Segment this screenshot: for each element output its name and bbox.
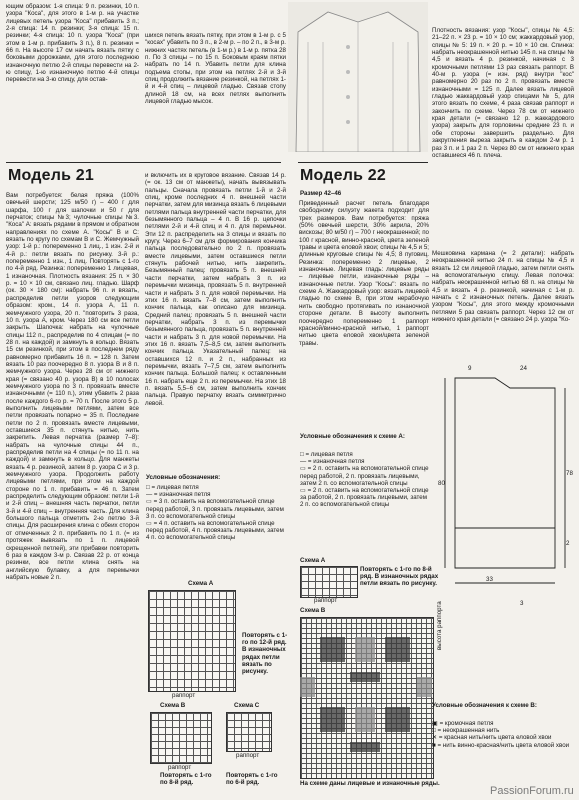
scheme-a-left-rapport: раппорт xyxy=(172,692,196,699)
dim-2: 2 xyxy=(566,540,570,547)
legend2-text: = изнаночная петля xyxy=(307,458,365,466)
legend3-list xyxy=(432,720,574,749)
scheme-b-right-bottom-note: На схеме даны лицевые и изнаночные ряды. xyxy=(300,780,440,787)
col1-main-text: Вам потребуется: белая пряжа (100% овечьей шерсти; 125 м/50 г) – 400 г для шарфа, 100 г для шапочки и 50 г для перчаток; спицы №3; чулочные спицы №3. "Коса" А: вязать рядами в прямом и обратном направлениях по схеме А. "Косы" В и С: вязать по кругу по схемам В и С. Жемчужный узор: 1-й р.: попеременно 1 лиц., 1 изн. 2-й и 4-й р.: петли вязать по рисунку. 3-й р.: попеременно 1 изн., 1 лиц. Повторять с 1-го по 4-й ряд. Резинка: попеременно 1 лицевая, 1 изнаночная. Плотность вязания: 25 п. × 30 р. = 10 × 10 см, связано лиц. гладью. Шарф (ок. 30 × 180 см): набрать 96 п. и вязать, распределив петли узоров следующим образом: кром., 14 п. узора А, 11 п. жемчужного узора, 20 п. "повторить 3 раза, 10 п. узора А, кром. Через 180 см все петли закрыть. Шапочка: набрать на чулочные спицы 112 п., распределив по 4 спицам (= по 28 п. на каждой) и замкнуть в кольцо. Вязать 15 см резинкой, при этом в последнем ряду равномерно прибавить 16 п. = 128 п. Затем вязать 10 раз поочередно 8 п. узора В и 8 п. жемчужного узора. Через 28 см от нижнего края (= связано 40 р. узора В) в 10 полосах жемчужного узора по 3 п. провязать вместе изнаночными (= 110 п.), этим убавить 2 раза после каждого 6-го р. = 70 п. После этого 5 р. выполнить лицевыми петлями, затем все петли провязать попарно = 35 п. Последние петли по 2 п. провязать вместе лицевыми, оставшиеся 35 п. стянуть нитью, нить закрепить. Левая перчатка (размер 7–8): набрать на чулочные спицы 44 п., распределив петли на 4 спицы (= по 11 п. на каждой) и замкнуть в кольцо. Для манжеты вязать 4 р. резинкой, затем 8 р. узора С и 3 р. жемчужного узора. Продолжить работу лицевыми петлями, при этом на каждой стороне по 1 п. прибавить = 46 п. Затем распределить следующим образом: петли 1-й и 2-й спиц – внешняя часть перчатки, петли 3-й и 4-й спиц – внутренняя часть. Для клина большого пальца отметить 2-ю петлю 3-й спицы. Для расширения клина с обеих сторон от отмеченных 2 п. прибавить по 1 п. (= из протяжек вывязать по 1 п. лицевой скрещенной петлей), эти прибавки повторить 6 раз в каждом 3-м р. Связав 22 р. от конца резинки, все петли клина снять на английскую булавку, а для перемычки набрать новые 2 п. xyxy=(6,192,139,581)
scheme-b-left-grid xyxy=(150,712,212,764)
legend2-item: ▭ = 2 п. оставить на вспомогательной спице перед работой, 2 п. провязать лицевыми, затем 2 п. со вспомогательной спицы xyxy=(300,465,429,487)
scheme-c-left-note: Повторять с 1-го по 6-й ряд. xyxy=(226,772,278,787)
legend2-text: = 2 п. оставить на вспомогательной спице перед работой, 2 п. провязать лицевыми, затем 2 п. со вспомогательной спицы xyxy=(300,465,429,487)
legend1-item: ▭ = 4 п. оставить на вспомогательной спице перед работой, 4 п. провязать лицевыми, затем 4 п. со вспомогательной спицы xyxy=(146,520,284,542)
scheme-b-left-rapport: раппорт xyxy=(168,764,192,771)
legend2-list xyxy=(300,451,430,509)
legend3-item: ▣ = кромочная петля xyxy=(432,720,494,727)
scheme-c-left-title: Схема С xyxy=(234,702,260,709)
legend1-text: = лицевая петля xyxy=(151,484,199,491)
legend2-item: □ = лицевая петля xyxy=(300,451,353,458)
legend3-title: Условные обозначения к схеме В: xyxy=(432,702,537,709)
legend3-item: ✕ = красная нить/нить цвета еловой хвои xyxy=(432,734,552,742)
legend2-text: = 2 п. оставить на вспомогательной спице за работой, 2 п. провязать лицевыми, затем 2 п. со вспомогательной спицы xyxy=(300,487,429,509)
scheme-b-left-note: Повторять с 1-го по 8-й ряд. xyxy=(160,772,212,787)
legend3-item: ■ = нить винно-красная/нить цвета еловой хвои xyxy=(432,741,570,749)
legend2-item: ▭ = 2 п. оставить на вспомогательной спице за работой, 2 п. провязать лицевыми, затем 2 п. со вспомогательной спицы xyxy=(300,487,429,509)
legend3-text: = кромочная петля xyxy=(439,720,494,727)
legend1-item: — = изнаночная петля xyxy=(146,491,211,499)
legend3-text: = неокрашенная нить xyxy=(437,727,500,735)
scheme-a-right-repeat: Повторять с 1-го по 8-й ряд. В изнаночных рядах петли вязать по рисунку. xyxy=(360,566,439,588)
scheme-c-left-grid xyxy=(226,712,272,752)
scheme-a-left-title: Схема А xyxy=(188,580,214,587)
scheme-a-left-repeat: Повторять с 1-го по 12-й ряд. В изнаночных рядах петли вязать по рисунку. xyxy=(242,632,288,676)
dim-3: 3 xyxy=(520,600,524,607)
scheme-b-right-title: Схема В xyxy=(300,607,326,614)
dim-78: 78 xyxy=(566,470,573,477)
model-22-size: Размер 42–46 xyxy=(300,190,342,197)
legend3-item: □ = неокрашенная нить xyxy=(432,727,500,735)
scheme-a-left-grid xyxy=(148,590,236,692)
col2-main-text: и включить их в круговое вязание. Связав 14 р. (= ок. 13 см от манжеты), начать вывязывать пальцы. Сначала провязать петли 1-й и 2-й спиц, кроме последних 4 п. внешней части перчатки, затем для мизинца вязать 6 лицевыми петлями пальца внутренней части перчатки, для безымянного пальца – 4 п. В 16 р. цепочки петлями 2-й и 4-й спиц и 4 п. для перемычки. Эти 12 п. распределить на 3 спицы и вязать по кругу. Через 6–7 см для формирования кончика пальца последовательно по 2 п. провязать вместе лицевыми, затем оставшиеся петли стянуть рабочей нитью, нить закрепить. Безымянный палец: провязать 5 п. внешней части перчатки, затем набрать 3 п. из перемычки мизинца, провязать 5 п. внутренней части и набрать 3 п. для новой перемычки. На этих 16 п. вязать 7–8 см, затем выполнить кончик пальца, как описано для мизинца. Средний палец: провязать 5 п. внешней части перчатки, набрать 3 п. из перемычки безымянного пальца, провязать 5 п. внутренней части и набрать 3 п. для новой перемычки. На этих 16 п. вязать 7,5–8,5 см, затем выполнить кончик пальца. Указательный палец: на оставшихся 12 п. и 2 п., набранных из перемычки, вязать 7–7,5 см, затем выполнить кончик пальца. Большой палец: к оставленным 16 п. набрать еще 2 п. из перемычки. На этих 18 п. вязать 5,5–6 см, затем выполнить кончик пальца. Правую перчатку вязать симметрично левой. xyxy=(145,172,286,407)
model-21-heading: Модель 21 xyxy=(8,167,94,184)
legend2-text: = лицевая петля xyxy=(305,451,353,458)
legend2-title: Условные обозначения к схеме А: xyxy=(300,433,405,440)
col1-top-text: ющим образом: 1-я спица: 9 п. резинки, 10 п. узора "Коса", для этого в 1-м р. на участке лицевых петель узора "Коса" прибавить 3 п.; 2-я спица: 14 п. резинки; 3-я спица: 15 п. резинки; 4-я спица: 10 п. узора "Коса" (при этом в 1-м р. прибавить 3 п.), 8 п. резинки = 66 п. На высоте 17 см начать вязать пятку с боковыми дорожками, для этого последнюю изнаночную петлю 2-й спицы перевести на 2-ю спицу, 1-ю изнаночную петлю 4-й спицы перевести на 3-ю спицу, для остав- xyxy=(6,3,139,84)
legend1-text: = 4 п. оставить на вспомогательной спице перед работой, 4 п. провязать лицевыми, затем 4 п. со вспомогательной спицы xyxy=(146,520,284,542)
pattern-schematic xyxy=(435,368,575,608)
scheme-a-right-title: Схема А xyxy=(300,557,326,564)
col4-top-text: Плотность вязания: узор "Косы", спицы № 4,5: 21–22 п. × 23 р. = 10 × 10 см; жаккардовый узор, спицы № 5: 19 п. × 20 р. = 10 × 10 см. Спинка: набрать неокрашенной нитью 145 п. на спицы № 4,5 и вязать 4 р. резинкой, начиная с 3 кромочными петлями 13 раз связать раппорт. В 40-м р. узора (= изн. ряд) внутри "кос" равномерно 20 раз по 2 п. провязать вместе изнаночными = 125 п. Далее вязать лицевой гладью жаккардовый узор спицами № 5, для этого вязать по схеме, 4 раза связав раппорт и закончить по схеме. Через 78 см от нижнего края детали (= связано 12 р. жаккардового узора) закрыть для горловины средние 23 п. и обе стороны завершить раздельно. Для закругления выреза закрыть в каждом 2-м р. 1 раз 3 п. и 1 раз 2 п. Через 80 см от нижнего края оставшиеся 46 п. плеча. xyxy=(432,27,574,159)
dim-80: 80 xyxy=(438,480,445,487)
legend1-text: = изнаночная петля xyxy=(153,491,211,499)
legend2-item: — = изнаночная петля xyxy=(300,458,365,466)
jacket-illustration xyxy=(288,2,428,152)
scheme-b-left-title: Схема В xyxy=(160,702,186,709)
model-22-heading: Модель 22 xyxy=(300,167,386,184)
legend3-text: = нить винно-красная/нить цвета еловой хвои xyxy=(437,741,570,749)
legend1-text: = 3 п. оставить на вспомогательной спице перед работой, 3 п. провязать лицевыми, затем 3 п. со вспомогательной спицы xyxy=(146,498,284,520)
scheme-b-right-motif xyxy=(300,617,432,777)
legend3-text: = красная нить/нить цвета еловой хвои xyxy=(438,734,552,742)
legend1-list xyxy=(146,484,286,542)
legend1-item: ▭ = 3 п. оставить на вспомогательной спице перед работой, 3 п. провязать лицевыми, затем 3 п. со вспомогательной спицы xyxy=(146,498,284,520)
legend1-title: Условные обозначения: xyxy=(146,474,221,481)
col2-top-text: шихся петель вязать пятку, при этом в 1-м р. с 5 "косах" убавить по 3 п., в 2-м р. – по 2 п., в 3-м р. нижних частях петель (в 1-м р.) в 1-м р. пятка 28 п. По 3 спицы – по 15 п. Боковым краям пятки набрать по 14 п. Убавить петли для клина подъема стопы, при этом на петлях 2-й и 3-й спиц продолжить вязание резинкой, на петлях 1-й и 4-й спиц – лицевой гладью. Связав стопу длиной 18 см, на всех петлях выполнить лицевой гладью мысок. xyxy=(145,32,286,106)
scheme-a-right-rapport: раппорт xyxy=(314,597,338,604)
scheme-b-right-height-label: высота раппорта xyxy=(436,601,443,650)
scheme-a-right-grid xyxy=(300,566,358,598)
watermark: PassionForum.ru xyxy=(490,785,574,797)
scheme-c-left-rapport: раппорт xyxy=(236,752,260,759)
dim-9: 9 xyxy=(468,365,472,372)
divider-right xyxy=(298,162,428,163)
col3-main-text: Приведенный расчет петель благодаря свободному силуэту жакета подходит для трех размеров. Вам потребуется: пряжа (50% овечьей шерсти, 30% акрила, 20% вискозы; 80 м/50 г) – 700 г неокрашенной; по 100 г красной, винно-красной, цвета зеленой травы и цвета еловой хвои; спицы № 4,5 и 5; длинные круговые спицы № 4,5; 8 пуговиц. Резинка: попеременно 2 лицевые, 2 изнаночные. Лицевая гладь: лицевые ряды – лицевые петли, изнаночные ряды – изнаночные петли. Узор "Косы": вязать по схеме А. Жаккардовый узор: вязать лицевой гладью по схеме В, при этом нерабочую нить свободно протягивать по изнаночной стороне детали. В высоту выполнить поочередно попеременно 1 раппорт красной/винно-красной нитью, 1 раппорт нитью цвета еловой хвои/цвета зеленой травы. xyxy=(299,200,429,347)
legend1-item: □ = лицевая петля xyxy=(146,484,199,491)
dim-24: 24 xyxy=(520,365,527,372)
divider-left xyxy=(6,162,281,163)
dim-33: 33 xyxy=(486,576,493,583)
col4-pocket-text: Мешковина кармана (= 2 детали): набрать неокрашенной нитью 24 п. на спицы № 4,5 и вязать 12 см лицевой гладью, затем петли снять на вспомогательную спицу. Левая полочка: набрать неокрашенной нитью 68 п. на спицы № 4,5 и вязать 4 р. резинкой, начиная с 1-м р. начать с 2 изнаночных петель. Далее вязать узором "Косы", для этого между кромочными петлями 5 раз связать раппорт. Через 12 см от нижнего края детали (= связано 24 р. узора "Ко- xyxy=(432,250,574,324)
